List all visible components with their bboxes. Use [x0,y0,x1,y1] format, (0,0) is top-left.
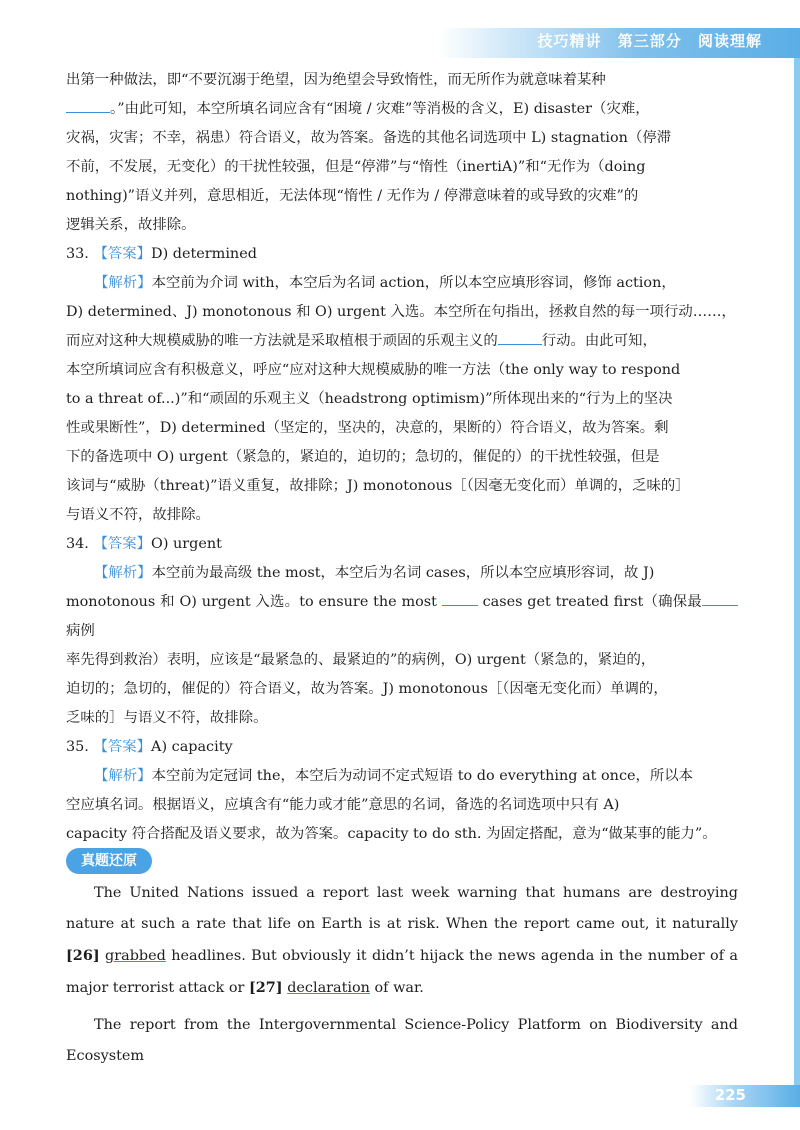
section-badge: 真题还原 [66,848,152,874]
q34-line: 迫切的；急切的，催促的）符合语义，故为答案。J) monotonous［（因毫无变化而）单调的， [66,681,668,697]
q32-line: nothing)”语义并列，意思相近，无法体现“惰性 / 无作为 / 停滞意味着的或导致的灾难”的 [66,188,639,204]
q34-line: 乏味的］与语义不符，故排除。 [66,710,268,726]
passage-paragraph: The report from the Intergovernmental Science-Policy Platform on Biodiversity and Ecosystem [66,1017,738,1064]
q34-line: monotonous 和 O) urgent 入选。to ensure the most cases get treated first（确保最病例 [66,588,738,646]
q32-line: 灾祸，灾害；不幸，祸患）符合语义，故为答案。备选的其他名词选项中 L) stagnation（停滞 [66,130,672,146]
q32-line: 不前，不发展，无变化）的干扰性较强，但是“停滞”与“惰性（inertiA)”和“无作为（doing [66,159,646,175]
header-topic: 阅读理解 [697,32,762,50]
header-section: 技巧精讲 [537,32,602,50]
passage-paragraph: The United Nations issued a report last week warning that humans are destroying nature at such a rate that life on Earth is at risk. When the report came out, it naturally [26] grabbed headlines. But obviously it didn’t hijack the news agenda in the number of a major terrorist attack or [27] declaration of war. [66,885,738,996]
right-edge-bar [794,58,800,1098]
q35-line: capacity 符合搭配及语义要求，故为答案。capacity to do sth. 为固定搭配，意为“做某事的能力”。 [66,826,717,842]
q32-line: 。”由此可知，本空所填名词应含有“困境 / 灾难”等消极的含义，E) disaster（灾难， [66,95,738,124]
q33-line: 该词与“威胁（threat)”语义重复，故排除；J) monotonous［（因毫无变化而）单调的，乏味的］ [66,478,690,494]
q33-line: 与语义不符，故排除。 [66,507,210,523]
q33-line: 下的备选项中 O) urgent（紧急的，紧迫的，迫切的；急切的，催促的）的干扰性较强，但是 [66,449,660,465]
q34-analysis: 【解析】本空前为最高级 the most，本空后为名词 cases，所以本空应填形容词，故 J) [94,565,655,581]
q32-line: 逻辑关系，故排除。 [66,217,196,233]
q33-analysis: 【解析】本空前为介词 with，本空后为名词 action，所以本空应填形容词，修饰 action， [94,275,676,291]
q35-line: 空应填名词。根据语义，应填含有“能力或才能”意思的名词，备选的名词选项中只有 A) [66,797,620,813]
q33-answer: 33. 【答案】D) determined [66,246,257,262]
q32-line: 出第一种做法，即“不要沉溺于绝望，因为绝望会导致惰性，而无所作为就意味着某种 [66,72,606,88]
answer-blank [498,330,542,345]
q34-answer: 34. 【答案】O) urgent [66,536,222,552]
header-part: 第三部分 [617,32,682,50]
running-header [527,30,762,51]
answer-blank [66,98,110,113]
q33-line: 性或果断性”，D) determined（坚定的，坚决的，决意的，果断的）符合语义，故为答案。剩 [66,420,669,436]
q35-analysis: 【解析】本空前为定冠词 the，本空后为动词不定式短语 to do everything at once，所以本 [94,768,694,784]
answer-analysis [66,66,738,849]
q33-line: 本空所填词应含有积极意义，呼应“应对这种大规模威胁的唯一方法（the only way to respond [66,362,681,378]
q33-line: to a threat of...)”和“顽固的乐观主义（headstrong optimism)”所体现出来的“行为上的坚决 [66,391,673,407]
q34-line: 率先得到救治）表明，应该是“最紧急的、最紧迫的”的病例，O) urgent（紧急的，紧迫的， [66,652,656,668]
answer-blank [702,591,738,606]
q35-answer: 35. 【答案】A) capacity [66,739,233,755]
page-number: 225 [714,1086,746,1104]
q33-line: 而应对这种大规模威胁的唯一方法就是采取植根于顽固的乐观主义的 行动。由此可知， [66,327,738,356]
answer-blank [442,591,478,606]
q33-line: D) determined、J) monotonous 和 O) urgent 入选。本空所在句指出，拯救自然的每一项行动……， [66,304,736,320]
original-passage [66,878,738,1072]
